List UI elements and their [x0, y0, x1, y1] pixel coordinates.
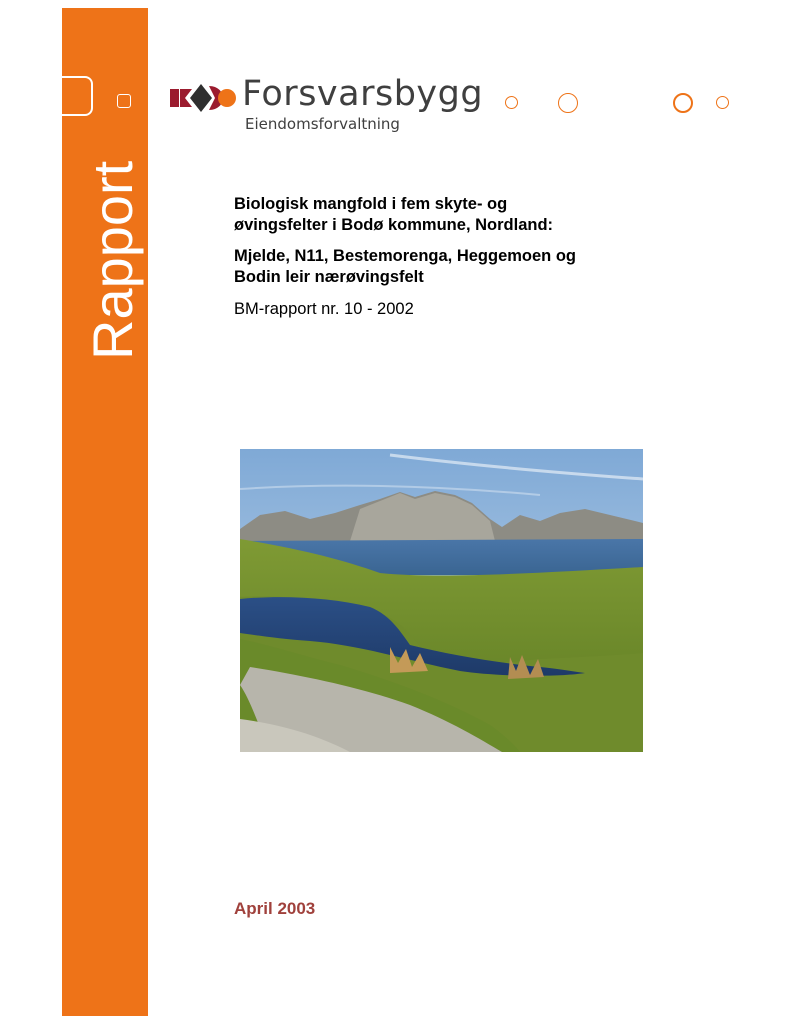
decorative-ring: [505, 96, 518, 109]
report-subtitle-line: Mjelde, N11, Bestemorenga, Heggemoen og: [234, 247, 577, 265]
report-title: [234, 194, 674, 236]
decorative-ring: [558, 93, 578, 113]
report-type-label: Rapport: [81, 160, 144, 360]
report-subtitle: [234, 246, 674, 288]
report-date: April 2003: [234, 899, 316, 918]
orange-side-bar: [62, 8, 148, 1016]
report-subtitle-line: Bodin leir nærøvingsfelt: [234, 268, 424, 286]
side-bar-notch-decoration: [62, 76, 93, 116]
decorative-ring: [716, 96, 729, 109]
report-title-line: øvingsfelter i Bodø kommune, Nordland:: [234, 216, 554, 234]
report-number: BM-rapport nr. 10 - 2002: [234, 300, 414, 318]
decorative-ring: [673, 93, 693, 113]
report-title-line: Biologisk mangfold i fem skyte- og: [234, 195, 508, 213]
forsvarsbygg-logo-icon: [170, 82, 236, 114]
side-bar-square-decoration: [117, 94, 131, 108]
landscape-photo: [240, 449, 643, 752]
brand-subtitle: Eiendomsforvaltning: [245, 115, 400, 133]
report-title-block: [234, 194, 674, 320]
brand-name: Forsvarsbygg: [242, 74, 484, 114]
